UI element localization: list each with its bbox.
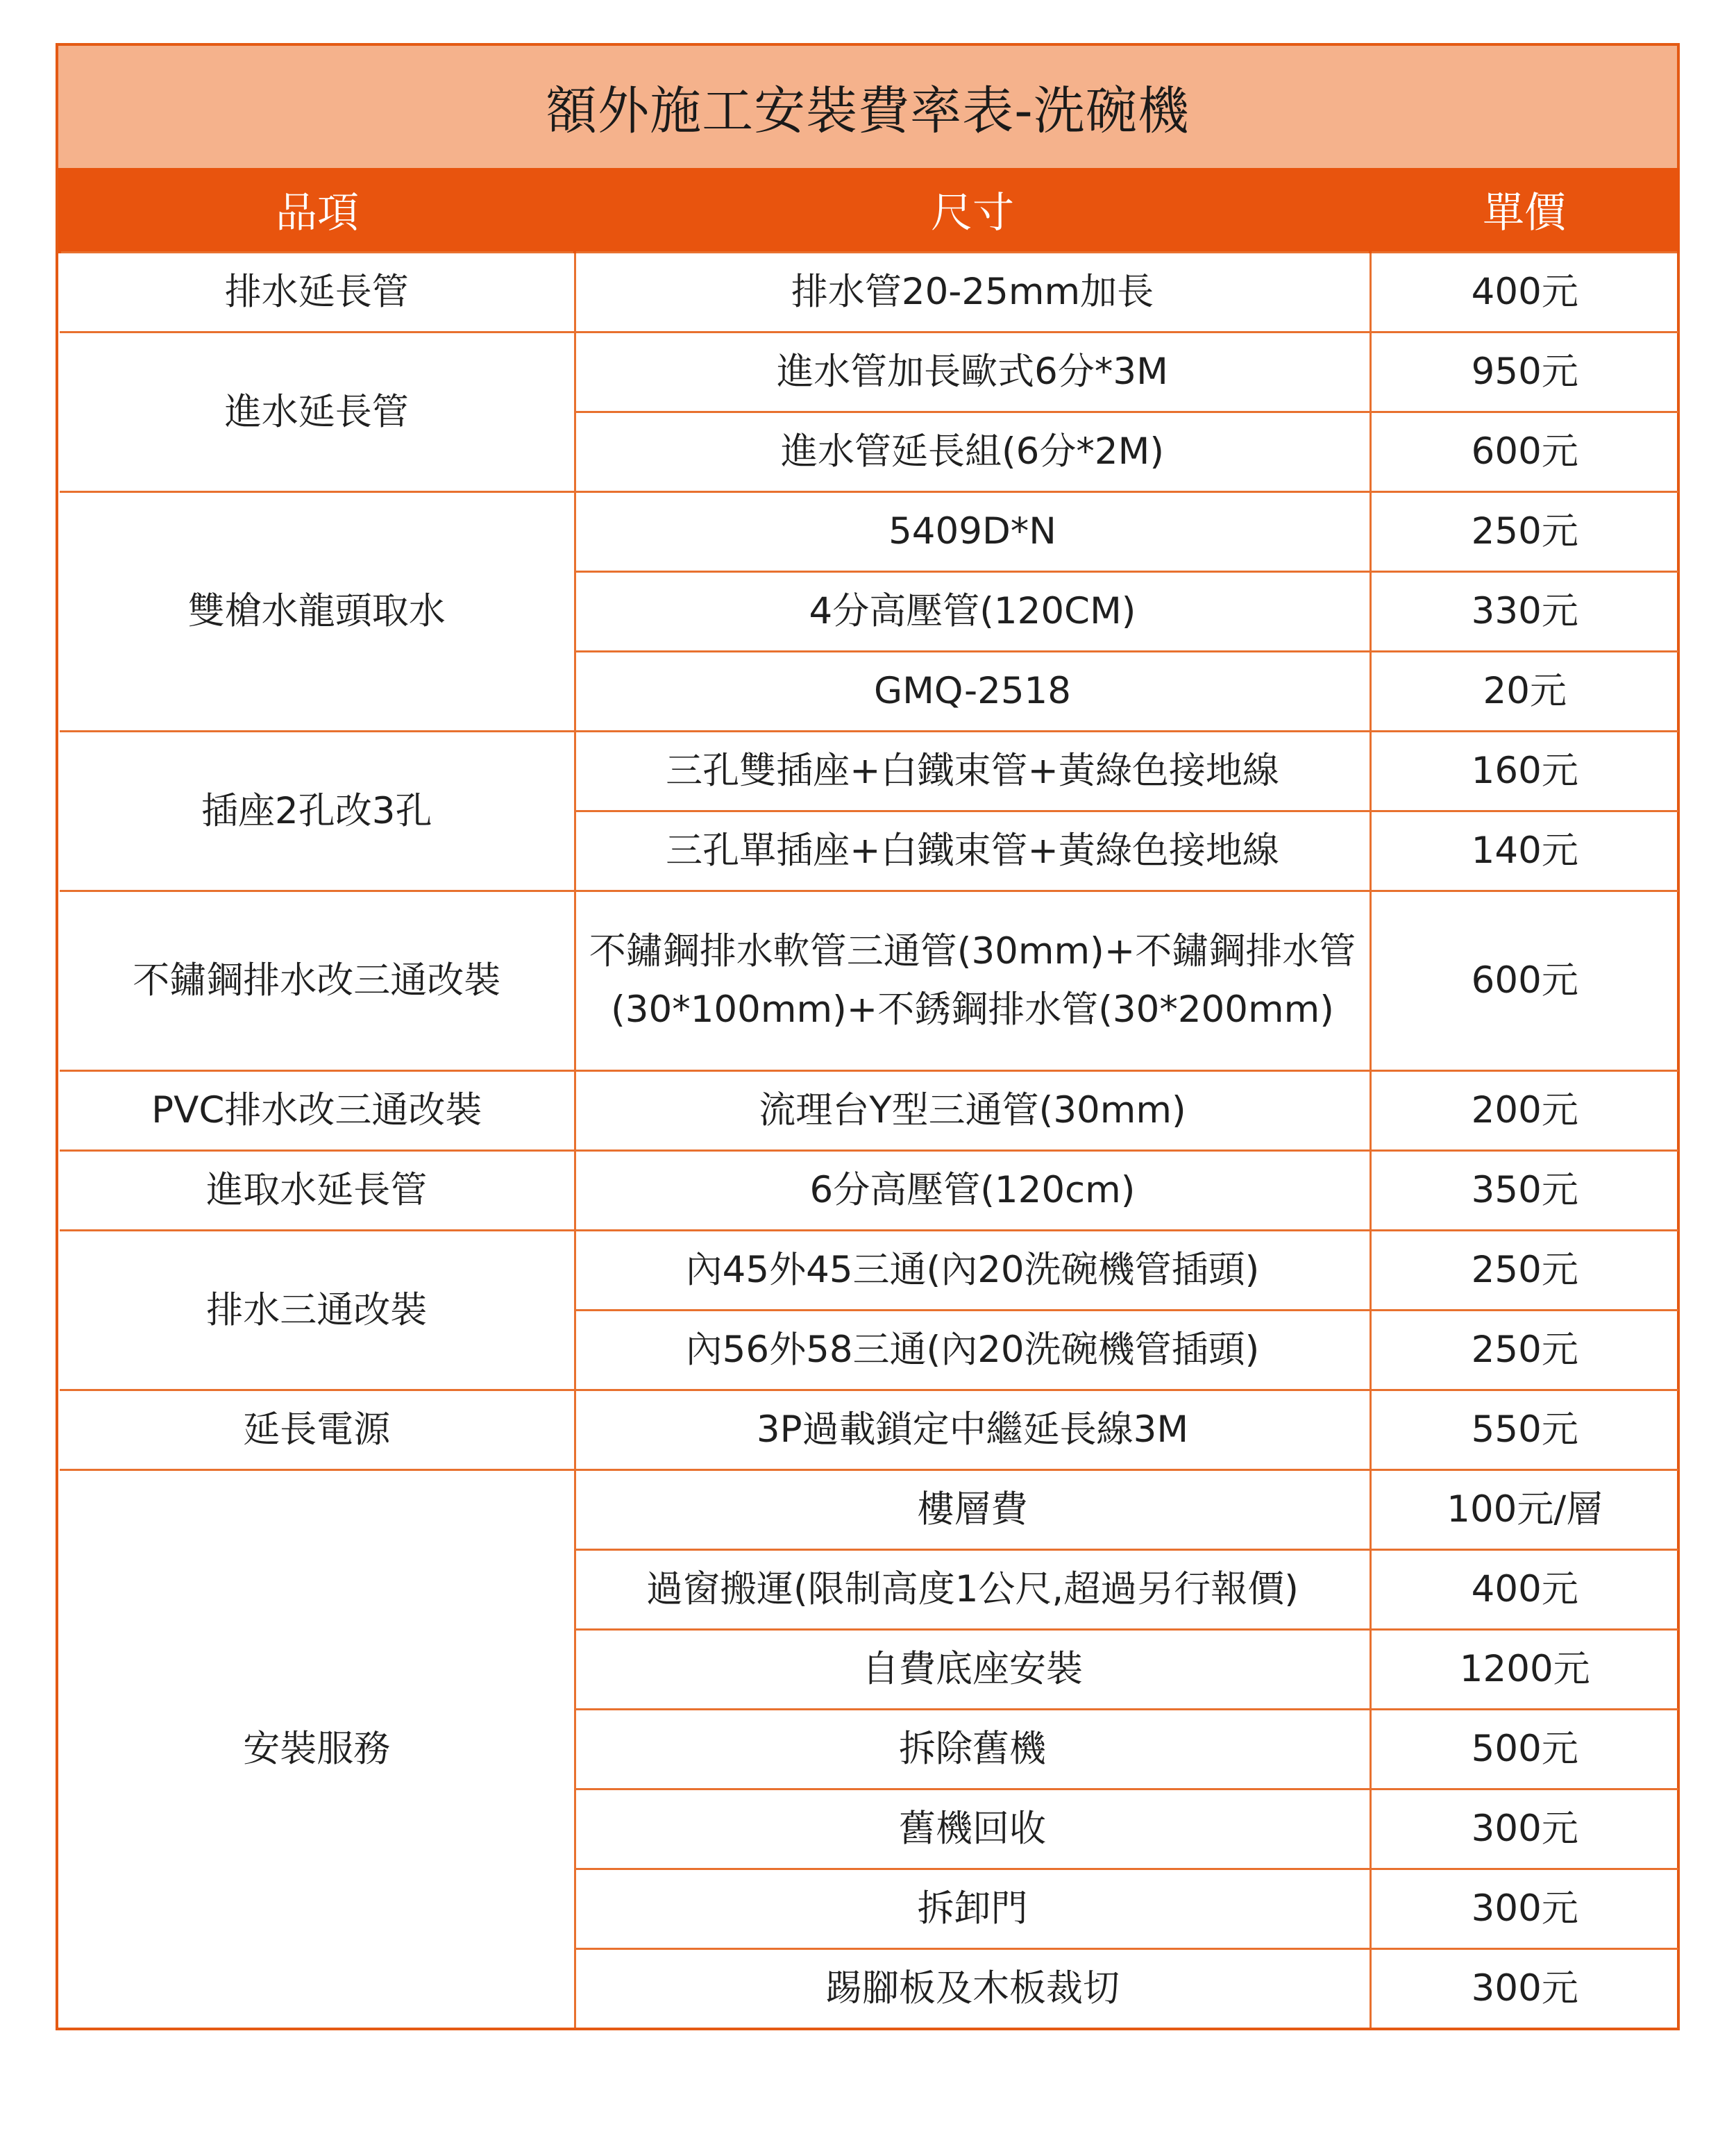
header-size: 尺寸 <box>575 168 1370 253</box>
price-cell: 600元 <box>1370 891 1678 1071</box>
size-cell: 5409D*N <box>575 492 1370 572</box>
size-cell: 拆卸門 <box>575 1869 1370 1949</box>
title-bar <box>58 46 1677 168</box>
size-cell: 內56外58三通(內20洗碗機管插頭) <box>575 1311 1370 1390</box>
price-cell: 550元 <box>1370 1390 1678 1470</box>
category-cell: 延長電源 <box>60 1390 575 1470</box>
size-cell: 4分高壓管(120CM) <box>575 572 1370 652</box>
page-title: 額外施工安裝費率表-洗碗機 <box>546 81 1190 141</box>
size-cell: 6分高壓管(120cm) <box>575 1151 1370 1231</box>
size-cell: 內45外45三通(內20洗碗機管插頭) <box>575 1231 1370 1311</box>
price-cell: 500元 <box>1370 1710 1678 1789</box>
price-cell: 300元 <box>1370 1869 1678 1949</box>
table-row <box>60 332 1678 412</box>
table-row <box>60 492 1678 572</box>
size-cell: 舊機回收 <box>575 1789 1370 1869</box>
size-cell: 過窗搬運(限制高度1公尺,超過另行報價) <box>575 1550 1370 1630</box>
category-cell: 排水三通改裝 <box>60 1231 575 1390</box>
table-header-row <box>60 168 1678 253</box>
category-cell: 插座2孔改3孔 <box>60 732 575 891</box>
price-cell: 160元 <box>1370 732 1678 811</box>
category-cell: 雙槍水龍頭取水 <box>60 492 575 732</box>
price-cell: 250元 <box>1370 1311 1678 1390</box>
table-row <box>60 732 1678 811</box>
price-cell: 140元 <box>1370 811 1678 891</box>
size-cell: 拆除舊機 <box>575 1710 1370 1789</box>
size-cell: 踢腳板及木板裁切 <box>575 1949 1370 2028</box>
price-cell: 600元 <box>1370 412 1678 492</box>
size-cell: 樓層費 <box>575 1470 1370 1550</box>
size-cell: 不鏽鋼排水軟管三通管(30mm)+不鏽鋼排水管(30*100mm)+不銹鋼排水管(30*200mm) <box>575 891 1370 1071</box>
table-row <box>60 1071 1678 1151</box>
table-row <box>60 1231 1678 1311</box>
table-row <box>60 1390 1678 1470</box>
size-cell: 自費底座安裝 <box>575 1630 1370 1710</box>
size-cell: 進水管加長歐式6分*3M <box>575 332 1370 412</box>
size-cell: 流理台Y型三通管(30mm) <box>575 1071 1370 1151</box>
table-row <box>60 253 1678 332</box>
table-row <box>60 1470 1678 1550</box>
price-cell: 330元 <box>1370 572 1678 652</box>
price-cell: 20元 <box>1370 652 1678 732</box>
size-cell: 三孔雙插座+白鐵束管+黃綠色接地線 <box>575 732 1370 811</box>
price-cell: 300元 <box>1370 1789 1678 1869</box>
price-cell: 200元 <box>1370 1071 1678 1151</box>
size-cell: 進水管延長組(6分*2M) <box>575 412 1370 492</box>
table-row <box>60 1151 1678 1231</box>
size-cell: 排水管20-25mm加長 <box>575 253 1370 332</box>
price-cell: 250元 <box>1370 1231 1678 1311</box>
size-cell: 三孔單插座+白鐵束管+黃綠色接地線 <box>575 811 1370 891</box>
category-cell: PVC排水改三通改裝 <box>60 1071 575 1151</box>
price-cell: 400元 <box>1370 1550 1678 1630</box>
rate-table <box>58 168 1680 2028</box>
category-cell: 進水延長管 <box>60 332 575 492</box>
header-price: 單價 <box>1370 168 1678 253</box>
price-cell: 1200元 <box>1370 1630 1678 1710</box>
table-row <box>60 891 1678 1071</box>
category-cell: 進取水延長管 <box>60 1151 575 1231</box>
header-category: 品項 <box>60 168 575 253</box>
category-cell: 安裝服務 <box>60 1470 575 2028</box>
price-cell: 950元 <box>1370 332 1678 412</box>
size-cell: GMQ-2518 <box>575 652 1370 732</box>
price-cell: 250元 <box>1370 492 1678 572</box>
rate-table-container <box>56 43 1680 2030</box>
price-cell: 300元 <box>1370 1949 1678 2028</box>
price-cell: 100元/層 <box>1370 1470 1678 1550</box>
price-cell: 400元 <box>1370 253 1678 332</box>
table-body <box>60 253 1678 2028</box>
price-cell: 350元 <box>1370 1151 1678 1231</box>
size-cell: 3P過載鎖定中繼延長線3M <box>575 1390 1370 1470</box>
category-cell: 排水延長管 <box>60 253 575 332</box>
category-cell: 不鏽鋼排水改三通改裝 <box>60 891 575 1071</box>
